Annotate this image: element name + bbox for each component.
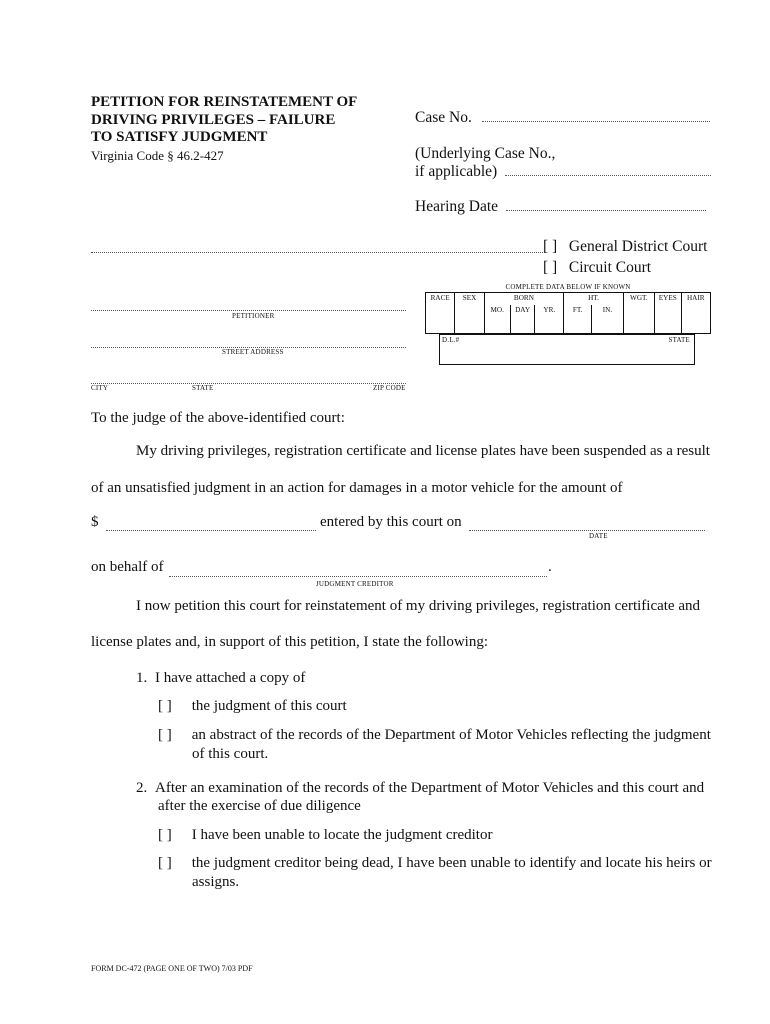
item1b-text-1: an abstract of the records of the Department of Motor Vehicles reflecting the judgment bbox=[191, 727, 711, 743]
item2a-checkbox[interactable]: [ ] bbox=[158, 827, 172, 843]
creditor-label: JUDGMENT CREDITOR bbox=[316, 580, 394, 588]
general-district-checkbox[interactable]: [ ] bbox=[543, 238, 558, 255]
court-name-field[interactable] bbox=[91, 240, 543, 253]
title-line: PETITION FOR REINSTATEMENT OF bbox=[91, 94, 358, 110]
title-line: TO SATISFY JUDGMENT bbox=[91, 129, 268, 145]
para2-line2: license plates and, in support of this petition, I state the following: bbox=[91, 634, 489, 650]
date-field[interactable] bbox=[469, 518, 705, 531]
hearing-date-label: Hearing Date bbox=[415, 198, 499, 215]
city-label: CITY bbox=[91, 384, 109, 392]
underlying-row bbox=[415, 163, 711, 181]
month-cell[interactable]: MO. bbox=[484, 305, 510, 334]
form-footer: FORM DC-472 (PAGE ONE OF TWO) 7/03 PDF bbox=[91, 964, 253, 973]
dollar-sign: $ bbox=[91, 514, 99, 530]
virginia-code: Virginia Code § 46.2-427 bbox=[91, 148, 224, 163]
circuit-option[interactable] bbox=[543, 259, 651, 277]
general-district-label: General District Court bbox=[568, 238, 708, 255]
period: . bbox=[548, 559, 552, 575]
circuit-checkbox[interactable]: [ ] bbox=[543, 259, 558, 276]
para2-line1: I now petition this court for reinstatement of my driving privileges, registration certificate and bbox=[136, 598, 701, 614]
demographics-table bbox=[425, 292, 711, 334]
day-cell[interactable]: DAY bbox=[510, 305, 535, 334]
zip-label: ZIP CODE bbox=[373, 384, 406, 392]
eyes-cell[interactable]: EYES bbox=[654, 293, 681, 334]
year-cell[interactable]: YR. bbox=[535, 305, 564, 334]
date-label: DATE bbox=[589, 532, 608, 540]
race-cell[interactable]: RACE bbox=[426, 293, 455, 334]
item2 bbox=[136, 780, 704, 797]
underlying-case-field[interactable] bbox=[505, 163, 711, 176]
feet-cell[interactable]: FT. bbox=[564, 305, 592, 334]
item2a-text: I have been unable to locate the judgment creditor bbox=[191, 827, 493, 843]
entered-text: entered by this court on bbox=[320, 514, 462, 530]
dl-label: D.L.# bbox=[442, 336, 460, 344]
case-no-row bbox=[415, 109, 710, 127]
dl-box[interactable] bbox=[439, 334, 695, 365]
case-no-field[interactable] bbox=[482, 109, 710, 122]
on-behalf-text: on behalf of bbox=[91, 559, 164, 575]
hearing-date-field[interactable] bbox=[506, 198, 706, 211]
height-header: HT. bbox=[564, 293, 623, 305]
street-field[interactable] bbox=[91, 335, 406, 348]
circuit-label: Circuit Court bbox=[568, 259, 652, 276]
dl-state-label: STATE bbox=[668, 336, 690, 344]
title-line: DRIVING PRIVILEGES – FAILURE bbox=[91, 111, 336, 128]
sex-cell[interactable]: SEX bbox=[455, 293, 484, 334]
item2b-text-1: the judgment creditor being dead, I have been unable to identify and locate his heirs or bbox=[191, 855, 712, 871]
born-header: BORN bbox=[484, 293, 564, 305]
item2b-option[interactable] bbox=[158, 855, 712, 872]
item1b-option[interactable] bbox=[158, 727, 711, 744]
item1 bbox=[136, 670, 305, 687]
item1b-text-2: of this court. bbox=[192, 746, 269, 762]
item2a-option[interactable] bbox=[158, 827, 492, 844]
item1a-checkbox[interactable]: [ ] bbox=[158, 698, 172, 714]
inches-cell[interactable]: IN. bbox=[592, 305, 624, 334]
item2-text-1: After an examination of the records of the Department of Motor Vehicles and this court and bbox=[155, 780, 705, 796]
item1-text: I have attached a copy of bbox=[155, 670, 306, 686]
para1-line1: My driving privileges, registration certificate and license plates have been suspended as a result bbox=[136, 443, 710, 459]
salutation: To the judge of the above-identified court: bbox=[91, 410, 345, 426]
item1b-checkbox[interactable]: [ ] bbox=[158, 727, 172, 743]
item2-number: 2. bbox=[136, 780, 148, 796]
item1a-text: the judgment of this court bbox=[191, 698, 347, 714]
general-district-option[interactable] bbox=[543, 238, 707, 256]
item1-number: 1. bbox=[136, 670, 148, 686]
underlying-label-2: if applicable) bbox=[415, 163, 498, 180]
form-title bbox=[91, 94, 357, 147]
item2b-text-2: assigns. bbox=[192, 874, 240, 890]
item2b-checkbox[interactable]: [ ] bbox=[158, 855, 172, 871]
petitioner-label: PETITIONER bbox=[232, 312, 275, 320]
case-no-label: Case No. bbox=[415, 109, 472, 126]
creditor-field[interactable] bbox=[169, 564, 547, 577]
street-label: STREET ADDRESS bbox=[222, 348, 284, 356]
city-state-zip-field[interactable] bbox=[91, 371, 406, 384]
petitioner-field[interactable] bbox=[91, 298, 406, 311]
weight-cell[interactable]: WGT. bbox=[623, 293, 654, 334]
state-label: STATE bbox=[192, 384, 214, 392]
data-heading: COMPLETE DATA BELOW IF KNOWN bbox=[505, 283, 631, 291]
hair-cell[interactable]: HAIR bbox=[681, 293, 710, 334]
underlying-label-1: (Underlying Case No., bbox=[415, 145, 556, 162]
amount-field[interactable] bbox=[106, 518, 316, 531]
item2-text-2: after the exercise of due diligence bbox=[158, 798, 361, 814]
hearing-row bbox=[415, 198, 706, 216]
para1-line2: of an unsatisfied judgment in an action for damages in a motor vehicle for the amount of bbox=[91, 480, 623, 496]
item1a-option[interactable] bbox=[158, 698, 347, 715]
